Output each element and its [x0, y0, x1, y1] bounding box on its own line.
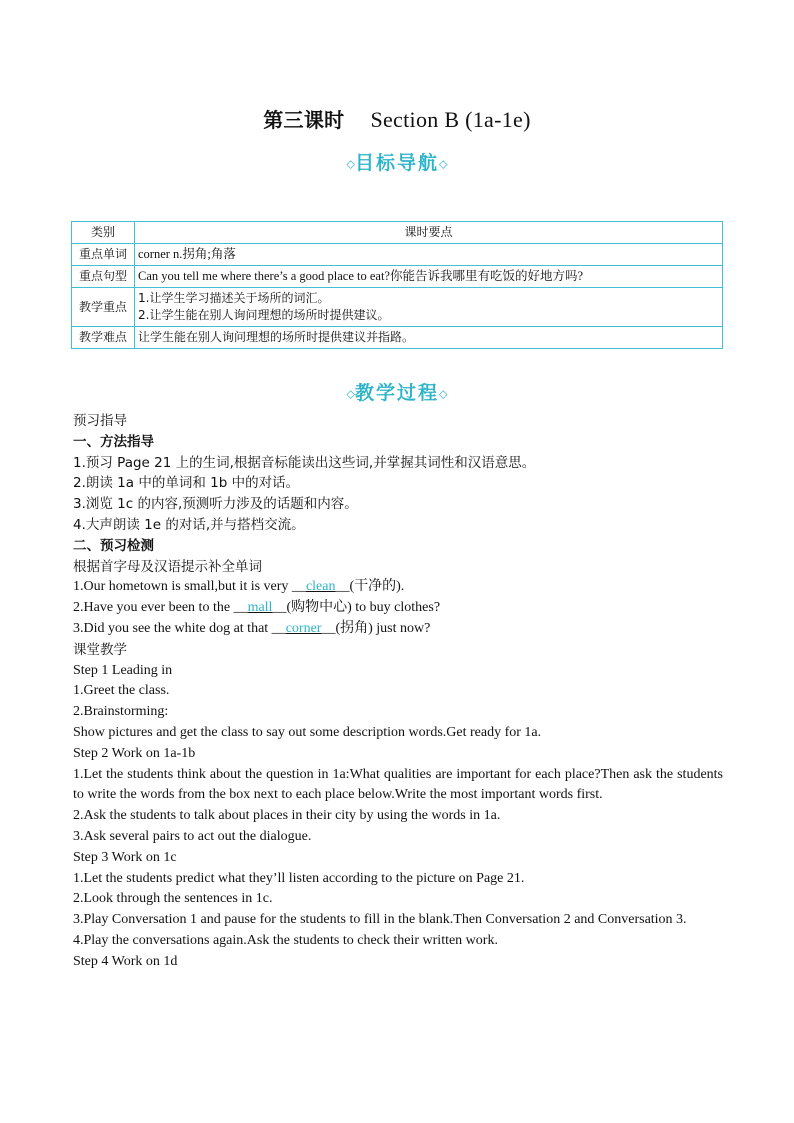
method-item: 4.大声朗读 1e 的对话,并与搭档交流。 [73, 516, 305, 533]
table-row [72, 266, 723, 288]
row-category: 重点句型 [72, 266, 135, 288]
row-line: 1.让学生学习描述关于场所的词汇。 [138, 291, 330, 305]
fill-before: 3.Did you see the white dog at that __ [73, 620, 286, 636]
classroom-line: Step 3 Work on 1c [73, 849, 177, 865]
process-heading-text: 教学过程 [354, 382, 439, 404]
diamond-icon: ◇ [439, 387, 448, 401]
row-value [135, 327, 723, 349]
goal-heading [0, 148, 794, 175]
classroom-line: Show pictures and get the class to say out some description words.Get ready for 1a. [73, 724, 542, 740]
fill-item [73, 577, 723, 598]
method-item: 3.浏览 1c 的内容,预测听力涉及的话题和内容。 [73, 496, 358, 513]
row-line: corner n.拐角;角落 [138, 247, 236, 261]
fill-after: __(购物中心) to buy clothes? [272, 600, 441, 616]
header-category: 类别 [72, 222, 135, 244]
check-heading: 二、预习检测 [73, 537, 154, 554]
fill-after: __(干净的). [335, 579, 405, 595]
table-row [72, 327, 723, 349]
classroom-title: 课堂教学 [73, 641, 127, 658]
fill-answer: clean [305, 579, 336, 595]
classroom-line: 1.Let the students think about the question in 1a:What qualities are important for each place?Then ask the students to write the words from the box next to each place below.Write the most important words first. [73, 766, 723, 803]
classroom-line: Step 4 Work on 1d [73, 953, 178, 969]
table-row [72, 244, 723, 266]
classroom-line: Step 2 Work on 1a-1b [73, 745, 196, 761]
preview-title: 预习指导 [73, 413, 127, 429]
classroom-line: 1.Greet the class. [73, 683, 170, 699]
diamond-icon: ◇ [439, 157, 448, 171]
lesson-body [73, 411, 723, 973]
fill-answer: mall [247, 600, 273, 616]
row-category: 重点单词 [72, 244, 135, 266]
lesson-title-en: Section B (1a-1e) [370, 107, 531, 132]
classroom-line: 3.Play Conversation 1 and pause for the students to fill in the blank.Then Conversation 2 and Conversation 3. [73, 912, 687, 928]
row-category: 教学难点 [72, 327, 135, 349]
row-value [135, 266, 723, 288]
row-category: 教学重点 [72, 288, 135, 327]
classroom-line: 2.Brainstorming: [73, 704, 169, 720]
lesson-title [0, 104, 794, 133]
method-item: 2.朗读 1a 中的单词和 1b 中的对话。 [73, 475, 300, 492]
row-line: Can you tell me where there’s a good place to eat?你能告诉我哪里有吃饭的好地方吗? [138, 269, 584, 283]
classroom-line: 2.Ask the students to talk about places in their city by using the words in 1a. [73, 808, 501, 824]
fill-after: __(拐角) just now? [321, 620, 431, 636]
row-line: 让学生能在别人询问理想的场所时提供建议并指路。 [138, 330, 415, 344]
row-line: 2.让学生能在别人询问理想的场所时提供建议。 [138, 308, 390, 322]
check-instruction: 根据首字母及汉语提示补全单词 [73, 558, 262, 575]
row-value [135, 244, 723, 266]
diamond-icon: ◇ [346, 157, 355, 171]
classroom-line: 4.Play the conversations again.Ask the students to check their written work. [73, 932, 498, 948]
classroom-line: 1.Let the students predict what they’ll listen according to the picture on Page 21. [73, 870, 525, 886]
diamond-icon: ◇ [346, 387, 355, 401]
fill-before: 2.Have you ever been to the __ [73, 600, 248, 616]
goals-table-header [72, 222, 723, 244]
method-heading: 一、方法指导 [73, 433, 154, 450]
fill-answer: corner [285, 620, 322, 636]
classroom-line: 3.Ask several pairs to act out the dialogue. [73, 828, 312, 844]
fill-item [73, 619, 723, 640]
goal-heading-text: 目标导航 [354, 152, 439, 174]
header-points: 课时要点 [135, 222, 723, 244]
fill-item [73, 598, 723, 619]
classroom-line: 2.Look through the sentences in 1c. [73, 891, 273, 907]
method-item: 1.预习 Page 21 上的生词,根据音标能读出这些词,并掌握其词性和汉语意思。 [73, 454, 536, 471]
classroom-line: Step 1 Leading in [73, 662, 173, 678]
lesson-title-cn: 第三课时 [263, 108, 345, 132]
goals-table [71, 221, 723, 349]
table-row [72, 288, 723, 327]
process-heading [0, 378, 794, 405]
fill-before: 1.Our hometown is small,but it is very __ [73, 579, 306, 595]
row-value [135, 288, 723, 327]
